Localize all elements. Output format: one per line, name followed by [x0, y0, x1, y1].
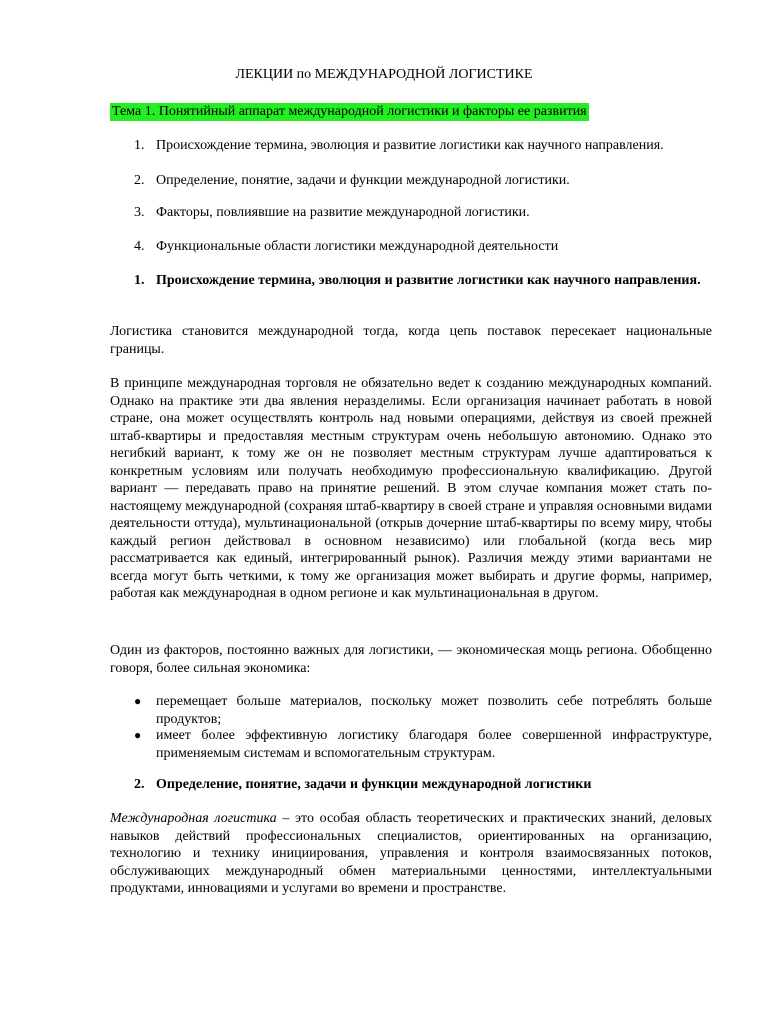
bullet-item — [110, 727, 712, 762]
outline-item-text: Функциональные области логистики международной деятельности — [156, 239, 559, 254]
outline-item — [110, 238, 712, 256]
section-number: 2. — [134, 777, 145, 792]
paragraph: Логистика становится международной тогда, когда цепь поставок пересекает национальные границы. — [110, 324, 712, 357]
section-heading — [110, 776, 712, 794]
outline-item-number: 2. — [134, 173, 145, 188]
bullet-item — [110, 693, 712, 728]
definition-text: – это особая область теоретических и практических знаний, деловых навыков действий профессиональных специалистов, ориентированных на организацию, технологию и технику инициирования, управления и контроля взаимосвязанных потоков, обслуживающих международный обмен материальными ценностями, интеллектуальными продуктами, инновациями и услугами во времени и пространстве. — [110, 811, 712, 896]
outline-item-number: 4. — [134, 239, 145, 254]
definition-term: Международная логистика — [110, 811, 277, 826]
paragraph: Один из факторов, постоянно важных для логистики, — экономическая мощь региона. Обобщенно говоря, более сильная экономика: — [110, 643, 712, 676]
outline-item-text: Определение, понятие, задачи и функции международной логистики. — [156, 173, 570, 188]
section-number: 1. — [134, 273, 145, 288]
outline-item-text: Происхождение термина, эволюция и развитие логистики как научного направления. — [156, 138, 664, 153]
outline-item-text: Факторы, повлиявшие на развитие международной логистики. — [156, 205, 530, 220]
paragraph: В принципе международная торговля не обязательно ведет к созданию международных компаний. Однако на практике эти два явления неразделимы. Если организация начинает работать в новой стране, она может осуществлять контроль над новыми операциями, действуя из своей прежней штаб-квартиры и предоставляя местным структурам очень небольшую автономию. Однако это негибкий вариант, к тому же он не позволяет местным структурам лучше адаптироваться к конкретным условиям или получать необходимую профессиональную квалификацию. Другой вариант — передавать право на принятие решений. В этом случае компания может стать по-настоящему международной (сохраняя штаб-квартиру в своей стране и управляя основными видами деятельности оттуда), мультинациональной (открыв дочерние штаб-квартиры по всему миру, чтобы каждый регион действовал в основном независимо) или глобальной (когда весь мир рассматривается как единый, интегрированный рынок). Различия между этими вариантами не всегда могут быть четкими, к тому же организация может выбирать и другие формы, например, работая как международная в одном регионе и как мультинациональная в другом. — [110, 376, 712, 601]
bullet-dot-icon: ● — [134, 728, 142, 742]
outline-item-number: 3. — [134, 205, 145, 220]
definition-paragraph — [110, 810, 712, 898]
section-heading-text: Определение, понятие, задачи и функции международной логистики — [156, 777, 592, 792]
page-title: ЛЕКЦИИ по МЕЖДУНАРОДНОЙ ЛОГИСТИКЕ — [235, 67, 533, 82]
outline-item — [110, 172, 712, 190]
section-heading-text: Происхождение термина, эволюция и развитие логистики как научного направления. — [156, 273, 701, 288]
outline-item — [110, 137, 712, 155]
outline-item-number: 1. — [134, 138, 145, 153]
bullet-dot-icon: ● — [134, 694, 142, 708]
topic-heading: Тема 1. Понятийный аппарат международной логистики и факторы ее развития — [112, 104, 587, 119]
bullet-text: перемещает больше материалов, поскольку может позволить себе потреблять больше продуктов; — [156, 694, 712, 727]
section-heading — [110, 272, 712, 290]
outline-item — [110, 204, 712, 222]
bullet-text: имеет более эффективную логистику благодаря более совершенной инфраструктуре, применяемым системам и вспомогательным структурам. — [156, 728, 712, 761]
